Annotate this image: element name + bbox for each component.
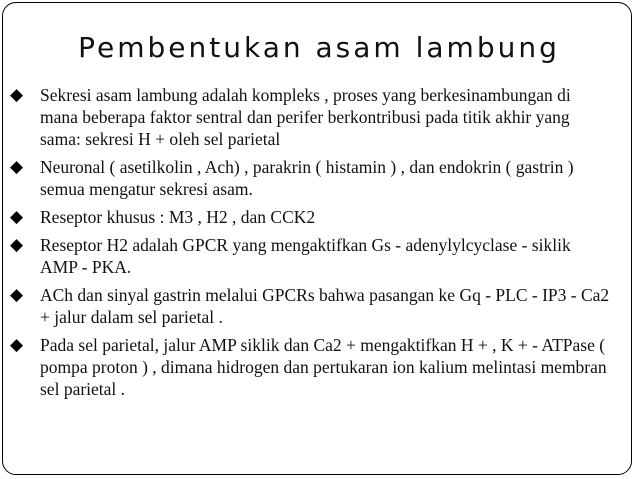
diamond-bullet-icon: ◆ — [10, 207, 24, 226]
bullet-item — [10, 234, 610, 278]
bullet-list — [10, 84, 610, 406]
diamond-bullet-icon: ◆ — [10, 335, 24, 354]
diamond-bullet-icon: ◆ — [10, 235, 24, 254]
bullet-item — [10, 284, 610, 328]
bullet-item — [10, 206, 610, 228]
diamond-bullet-icon: ◆ — [10, 285, 24, 304]
bullet-item — [10, 156, 610, 200]
bullet-text: Reseptor H2 adalah GPCR yang mengaktifkan Gs - adenylylcyclase - siklik AMP - PKA. — [40, 235, 571, 277]
bullet-item — [10, 84, 610, 150]
slide-title: Pembentukan asam lambung — [78, 31, 560, 64]
bullet-text: ACh dan sinyal gastrin melalui GPCRs bahwa pasangan ke Gq - PLC - IP3 - Ca2 + jalur dalam sel parietal . — [40, 285, 610, 327]
bullet-text: Sekresi asam lambung adalah kompleks , proses yang berkesinambungan di mana beberapa faktor sentral dan perifer berkontribusi pada titik akhir yang sama: sekresi H + oleh sel parietal — [40, 85, 571, 149]
diamond-bullet-icon: ◆ — [10, 157, 24, 176]
bullet-item — [10, 334, 610, 400]
bullet-text: Reseptor khusus : M3 , H2 , dan CCK2 — [40, 207, 316, 227]
bullet-text: Neuronal ( asetilkolin , Ach) , parakrin ( histamin ) , dan endokrin ( gastrin ) semua mengatur sekresi asam. — [40, 157, 574, 199]
diamond-bullet-icon: ◆ — [10, 85, 24, 104]
bullet-text: Pada sel parietal, jalur AMP siklik dan Ca2 + mengaktifkan H + , K + - ATPase ( pompa proton ) , dimana hidrogen dan pertukaran ion kalium melintasi membran sel parietal . — [40, 335, 607, 399]
